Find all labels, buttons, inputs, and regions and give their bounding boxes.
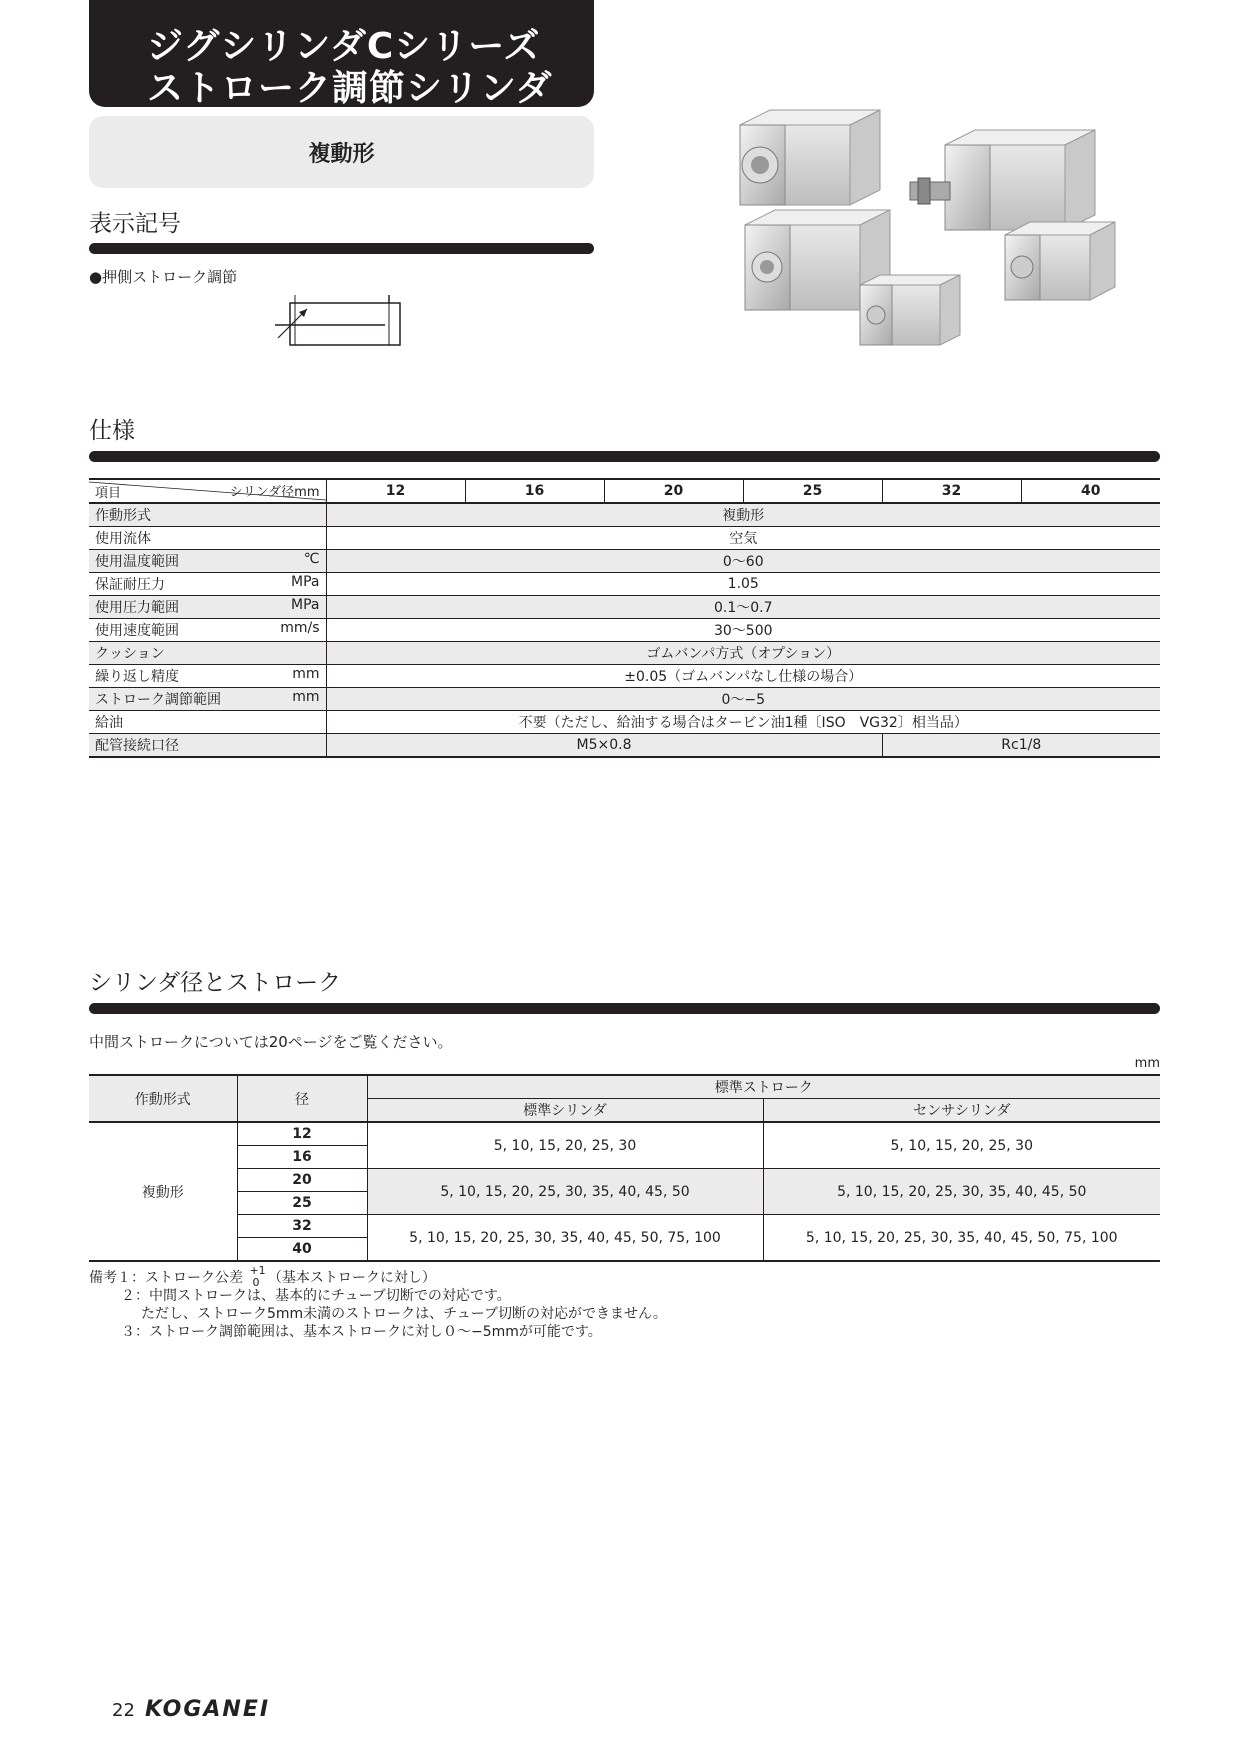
section-bar bbox=[89, 1003, 1160, 1014]
note-1-text: 備考１：ストローク公差 bbox=[89, 1270, 243, 1286]
stroke-row bbox=[89, 1122, 1160, 1146]
spec-header-row bbox=[89, 479, 1160, 503]
spec-value: 複動形 bbox=[326, 503, 1160, 527]
col-type: 作動形式 bbox=[89, 1075, 237, 1122]
spec-label: ストローク調節範囲 bbox=[95, 692, 221, 708]
tolerance-minus: 0 bbox=[252, 1276, 260, 1289]
spec-row bbox=[89, 573, 1160, 596]
page-title-line2: ストローク調節シリンダ bbox=[147, 68, 553, 109]
spec-unit: MPa bbox=[291, 574, 320, 590]
spec-row bbox=[89, 665, 1160, 688]
spec-row bbox=[89, 734, 1160, 758]
product-photo bbox=[730, 100, 1150, 370]
spec-value: 1.05 bbox=[326, 573, 1160, 596]
bore-cell: 16 bbox=[237, 1146, 367, 1169]
spec-value: 0〜60 bbox=[326, 550, 1160, 573]
bore-cell: 32 bbox=[237, 1215, 367, 1238]
spec-value: 不要（ただし、給油する場合はタービン油1種〔ISO VG32〕相当品） bbox=[326, 711, 1160, 734]
sensor-stroke: 5, 10, 15, 20, 25, 30 bbox=[763, 1122, 1160, 1169]
spec-value: Rc1/8 bbox=[882, 734, 1160, 758]
bore-cell: 12 bbox=[237, 1122, 367, 1146]
symbol-bullet: ●押側ストローク調節 bbox=[89, 268, 238, 286]
spec-row bbox=[89, 503, 1160, 527]
spec-row bbox=[89, 527, 1160, 550]
sensor-stroke: 5, 10, 15, 20, 25, 30, 35, 40, 45, 50, 75, 100 bbox=[763, 1215, 1160, 1262]
unit-label: mm bbox=[1134, 1056, 1160, 1071]
spec-row bbox=[89, 688, 1160, 711]
notes bbox=[89, 1264, 1160, 1341]
spec-value: 空気 bbox=[326, 527, 1160, 550]
spec-unit: mm bbox=[292, 666, 320, 682]
spec-label: 使用温度範囲 bbox=[95, 554, 179, 570]
spec-label: 使用流体 bbox=[95, 531, 151, 547]
bore-header: 12 bbox=[326, 479, 465, 503]
note-3: ３：ストローク調節範囲は、基本ストロークに対し０〜−5mmが可能です。 bbox=[121, 1324, 602, 1340]
symbol-section-title: 表示記号 bbox=[89, 211, 181, 237]
page-number: 22 bbox=[112, 1700, 135, 1721]
spec-row bbox=[89, 619, 1160, 642]
spec-row bbox=[89, 550, 1160, 573]
bore-cell: 20 bbox=[237, 1169, 367, 1192]
stroke-header-row bbox=[89, 1075, 1160, 1099]
spec-value: 0.1〜0.7 bbox=[326, 596, 1160, 619]
spec-label: 使用速度範囲 bbox=[95, 623, 179, 639]
standard-stroke: 5, 10, 15, 20, 25, 30 bbox=[367, 1122, 763, 1169]
brand-logo: KOGANEI bbox=[145, 1697, 271, 1722]
spec-unit: MPa bbox=[291, 597, 320, 613]
bore-header: 32 bbox=[882, 479, 1021, 503]
section-bar bbox=[89, 451, 1160, 462]
subtitle-box bbox=[89, 116, 594, 188]
spec-label: 配管接続口径 bbox=[89, 734, 326, 758]
bore-header: 20 bbox=[604, 479, 743, 503]
spec-row bbox=[89, 596, 1160, 619]
spec-section-title: 仕様 bbox=[89, 418, 135, 444]
note-2b: ただし、ストローク5mm未満のストロークは、チューブ切断の対応ができません。 bbox=[141, 1306, 667, 1322]
spec-label: 給油 bbox=[95, 715, 123, 731]
stroke-intro: 中間ストロークについては20ページをご覧ください。 bbox=[89, 1033, 453, 1051]
bore-header: 40 bbox=[1021, 479, 1160, 503]
bore-cell: 25 bbox=[237, 1192, 367, 1215]
spec-row bbox=[89, 642, 1160, 665]
page-title-line1: ジグシリンダCシリーズ bbox=[147, 26, 541, 67]
spec-value: ゴムバンパ方式（オプション） bbox=[326, 642, 1160, 665]
spec-corner-cell bbox=[89, 479, 326, 503]
tolerance bbox=[247, 1264, 266, 1289]
note-2: ２：中間ストロークは、基本的にチューブ切断での対応です。 bbox=[121, 1288, 511, 1304]
col-standard-cyl: 標準シリンダ bbox=[367, 1099, 763, 1123]
spec-label: クッション bbox=[95, 646, 165, 662]
stroke-section-title: シリンダ径とストローク bbox=[89, 970, 342, 996]
spec-unit: mm bbox=[292, 689, 320, 705]
col-standard-stroke: 標準ストローク bbox=[367, 1075, 1160, 1099]
type-value: 複動形 bbox=[89, 1122, 237, 1261]
corner-bore-label: シリンダ径mm bbox=[229, 485, 320, 500]
standard-stroke: 5, 10, 15, 20, 25, 30, 35, 40, 45, 50 bbox=[367, 1169, 763, 1215]
stroke-row bbox=[89, 1169, 1160, 1192]
spec-table bbox=[89, 478, 1160, 758]
bore-cell: 40 bbox=[237, 1238, 367, 1262]
section-bar bbox=[89, 243, 594, 254]
subtitle: 複動形 bbox=[308, 141, 375, 167]
note-1 bbox=[89, 1264, 1160, 1289]
sensor-stroke: 5, 10, 15, 20, 25, 30, 35, 40, 45, 50 bbox=[763, 1169, 1160, 1215]
spec-unit: ℃ bbox=[303, 551, 320, 567]
col-bore: 径 bbox=[237, 1075, 367, 1122]
standard-stroke: 5, 10, 15, 20, 25, 30, 35, 40, 45, 50, 75, 100 bbox=[367, 1215, 763, 1262]
spec-value: 30〜500 bbox=[326, 619, 1160, 642]
spec-label: 使用圧力範囲 bbox=[95, 600, 179, 616]
spec-unit: mm/s bbox=[280, 620, 320, 636]
spec-label: 保証耐圧力 bbox=[95, 577, 165, 593]
stroke-row bbox=[89, 1215, 1160, 1238]
spec-label: 繰り返し精度 bbox=[95, 669, 179, 685]
spec-label: 作動形式 bbox=[95, 508, 151, 524]
cylinder-symbol-icon bbox=[255, 295, 405, 355]
spec-value: ±0.05（ゴムバンパなし仕様の場合） bbox=[326, 665, 1160, 688]
col-sensor-cyl: センサシリンダ bbox=[763, 1099, 1160, 1123]
corner-item-label: 項目 bbox=[95, 486, 122, 501]
spec-value: 0〜−5 bbox=[326, 688, 1160, 711]
spec-value: M5×0.8 bbox=[326, 734, 882, 758]
title-banner bbox=[89, 0, 594, 107]
tolerance-plus: +1 bbox=[249, 1264, 266, 1277]
bore-header: 25 bbox=[743, 479, 882, 503]
bore-header: 16 bbox=[465, 479, 604, 503]
note-1-suffix: （基本ストロークに対し） bbox=[267, 1270, 436, 1286]
spec-row bbox=[89, 711, 1160, 734]
stroke-table bbox=[89, 1074, 1160, 1262]
